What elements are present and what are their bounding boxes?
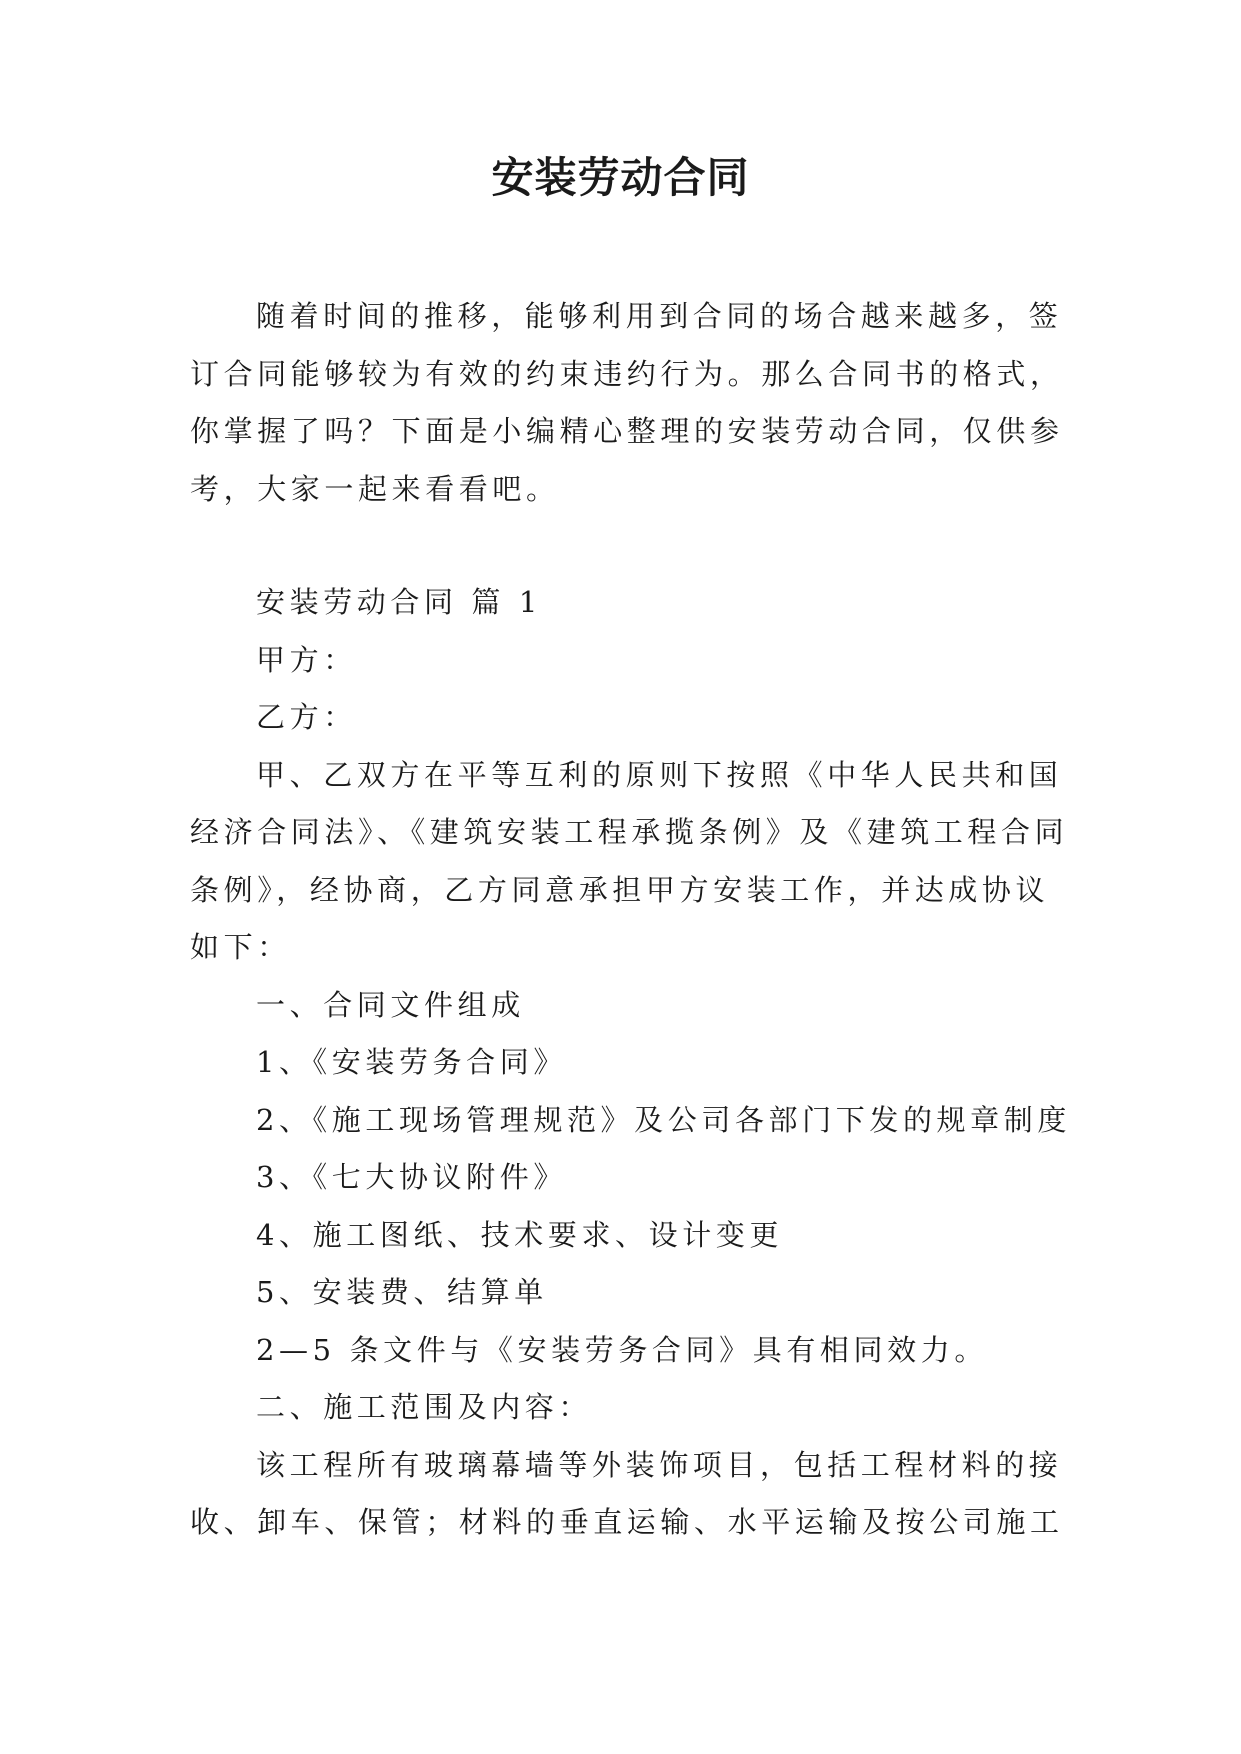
clause-1-item: 5、安装费、结算单 [256,1275,548,1309]
intro-line: 随着时间的推移，能够利用到合同的场合越来越多，签 [256,299,1063,333]
clause-1-item: 3、《七大协议附件》 [256,1160,567,1194]
clause-1-item: 1、《安装劳务合同》 [256,1045,567,1079]
clause-1-note: 2—5 条文件与《安装劳务合同》具有相同效力。 [256,1332,988,1367]
intro-line: 订合同能够较为有效的约束违约行为。那么合同书的格式， [190,356,1064,391]
clause-1-heading: 一、合同文件组成 [256,987,525,1022]
preamble-line: 如下： [190,930,291,964]
document-title: 安装劳动合同 [491,153,750,202]
party-a-label: 甲方： [256,642,357,677]
intro-line: 考，大家一起来看看吧。 [190,471,560,506]
party-b-label: 乙方： [256,700,357,734]
clause-1-item: 2、《施工现场管理规范》及公司各部门下发的规章制度 [256,1102,1071,1137]
intro-line: 你掌握了吗？下面是小编精心整理的安装劳动合同，仅供参 [190,414,1064,448]
clause-2-heading: 二、施工范围及内容： [256,1390,593,1424]
preamble-line: 经济合同法》、《建筑安装工程承揽条例》及《建筑工程合同 [190,815,1069,849]
clause-1-item: 4、施工图纸、技术要求、设计变更 [256,1217,784,1252]
section-heading: 安装劳动合同 篇 1 [256,585,542,619]
preamble-line: 甲、乙双方在平等互利的原则下按照《中华人民共和国 [256,757,1063,792]
clause-2-line: 收、卸车、保管；材料的垂直运输、水平运输及按公司施工 [190,1505,1064,1539]
preamble-line: 条例》，经协商，乙方同意承担甲方安装工作，并达成协议 [190,872,1050,907]
clause-2-line: 该工程所有玻璃幕墙等外装饰项目，包括工程材料的接 [256,1447,1063,1482]
contract-body [190,574,1071,1552]
intro-paragraph [190,288,1064,518]
